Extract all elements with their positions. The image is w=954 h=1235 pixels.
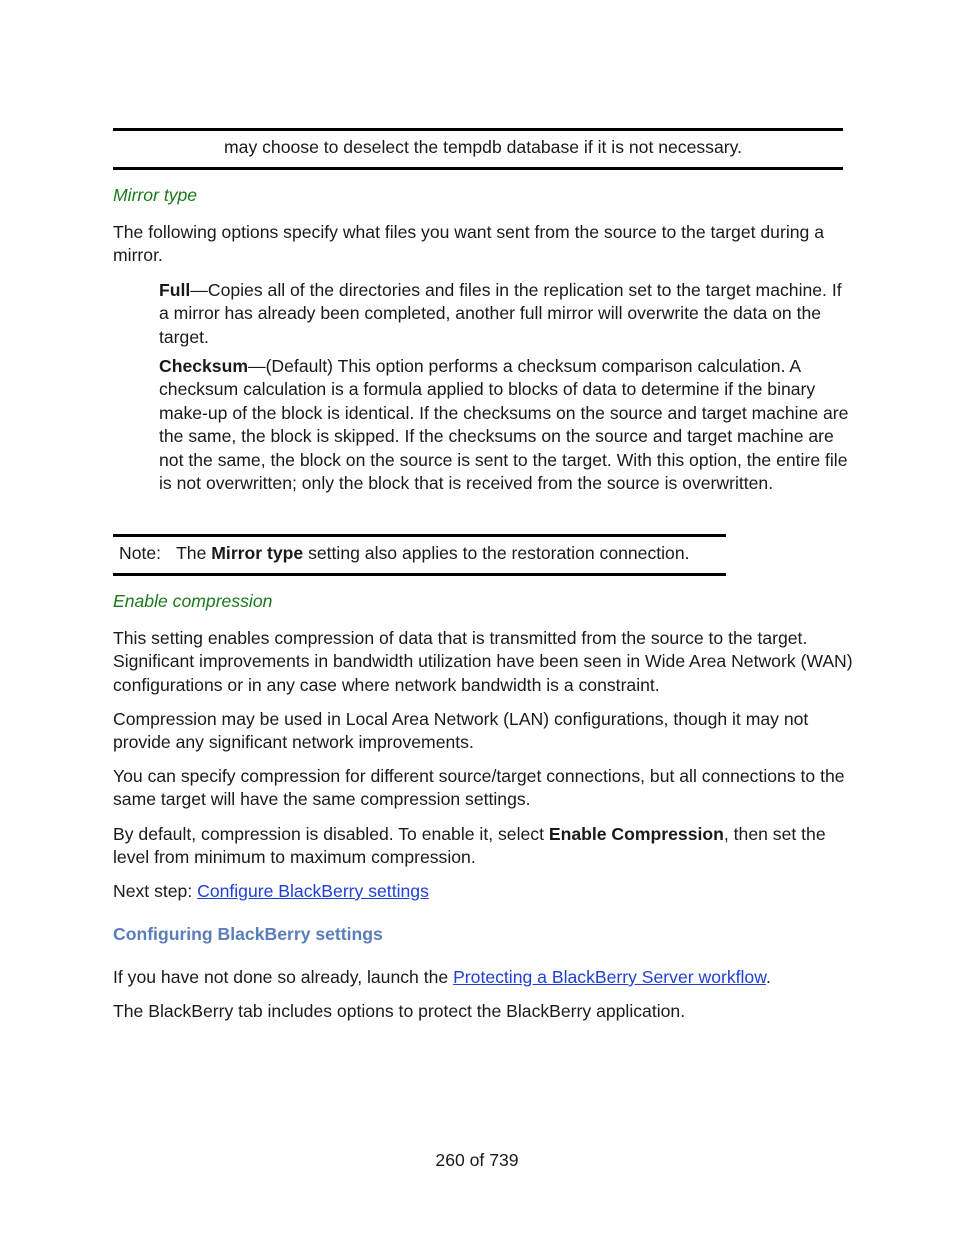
blackberry-para-1 <box>113 966 853 989</box>
compression-para-3: You can specify compression for different source/target connections, but all connections to the same target will have the same compression settings. <box>113 766 845 810</box>
full-description: —Copies all of the directories and files in the replication set to the target machine. If a mirror has already been completed, another full mirror will overwrite the data on the target. <box>159 280 842 347</box>
enable-compression-heading: Enable compression <box>113 591 273 611</box>
mirror-type-intro: The following options specify what files you want sent from the source to the target during a mirror. <box>113 222 824 266</box>
page-number: 260 of 739 <box>435 1150 519 1170</box>
protecting-blackberry-workflow-link[interactable]: Protecting a BlackBerry Server workflow <box>453 967 766 987</box>
note-rule-bottom <box>113 573 726 576</box>
top-note-rule-bottom <box>113 167 843 170</box>
blackberry-para-1-post: . <box>765 967 771 987</box>
blackberry-para-2: The BlackBerry tab includes options to protect the BlackBerry application. <box>113 1001 686 1021</box>
compression-para-1: This setting enables compression of data that is transmitted from the source to the target. Significant improvements in bandwidth utilization have been seen in Wide Area Network (WAN) configurations or in any case where network bandwidth is a constraint. <box>113 628 853 695</box>
compression-para-4-pre: By default, compression is disabled. To enable it, select <box>113 824 549 844</box>
next-step <box>113 880 853 903</box>
compression-para-4 <box>113 823 853 870</box>
checksum-term: Checksum <box>159 356 248 376</box>
enable-compression-term: Enable Compression <box>548 824 724 844</box>
mirror-type-note <box>119 542 690 565</box>
note-pre: The <box>176 543 212 563</box>
configure-blackberry-link[interactable]: Configure BlackBerry settings <box>197 881 429 901</box>
compression-para-2: Compression may be used in Local Area Network (LAN) configurations, though it may not provide any significant network improvements. <box>113 709 809 753</box>
full-option <box>159 279 849 349</box>
note-label: Note: <box>119 543 162 563</box>
blackberry-para-1-pre: If you have not done so already, launch the <box>113 967 454 987</box>
note-bold: Mirror type <box>211 543 304 563</box>
note-rule-top <box>113 534 726 537</box>
checksum-option <box>159 355 849 495</box>
mirror-type-heading: Mirror type <box>113 185 198 205</box>
full-term: Full <box>159 280 191 300</box>
top-note-text: may choose to deselect the tempdb database if it is not necessary. <box>224 137 743 157</box>
note-post: setting also applies to the restoration connection. <box>303 543 690 563</box>
top-note-rule-top <box>113 128 843 131</box>
checksum-description: —(Default) This option performs a checksum comparison calculation. A checksum calculation is a formula applied to blocks of data to determine if the binary make-up of the block is identical. If the checksums on the source and target machine are the same, the block is skipped. If the checksums on the source and target machine are not the same, the block on the source is sent to the target. With this option, the entire file is not overwritten; only the block that is received from the source is overwritten. <box>159 356 849 494</box>
compression-para-4-post: , then set the level from minimum to maximum compression. <box>113 824 826 868</box>
next-step-label: Next step: <box>113 881 198 901</box>
configuring-blackberry-heading: Configuring BlackBerry settings <box>113 924 383 944</box>
